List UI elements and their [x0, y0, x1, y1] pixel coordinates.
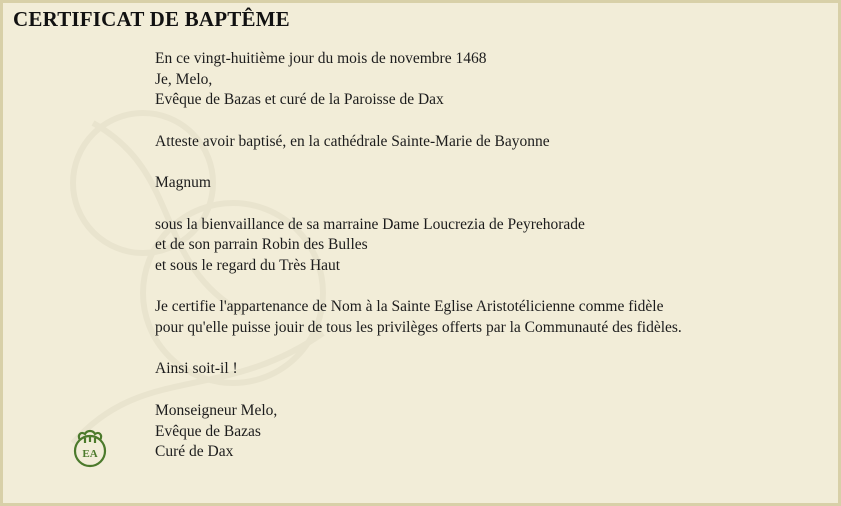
- page-title: CERTIFICAT DE BAPTÊME: [13, 7, 290, 31]
- paragraph-amen: [155, 359, 815, 380]
- paragraph-godparents: [155, 215, 815, 277]
- text-line: Evêque de Bazas et curé de la Paroisse de Dax: [155, 91, 444, 109]
- text-line: Atteste avoir baptisé, en la cathédrale Sainte-Marie de Bayonne: [155, 132, 550, 150]
- text-line: Je, Melo,: [155, 70, 213, 88]
- text-line: Curé de Dax: [155, 443, 234, 461]
- paragraph-attestation: [155, 132, 815, 153]
- paragraph-baptized-name: [155, 173, 815, 194]
- text-line: Monseigneur Melo,: [155, 401, 278, 419]
- seal-initials: EA: [82, 448, 98, 460]
- baptized-name: Magnum: [155, 174, 211, 192]
- paragraph-signature: [155, 401, 815, 463]
- text-line: Evêque de Bazas: [155, 422, 261, 440]
- text-line: En ce vingt-huitième jour du mois de novembre 1468: [155, 50, 487, 67]
- text-line: et sous le regard du Très Haut: [155, 256, 341, 274]
- text-line: et de son parrain Robin des Bulles: [155, 236, 368, 254]
- aristotelian-church-seal-icon: [67, 427, 113, 473]
- text-line: Je certifie l'appartenance de Nom à la Sainte Eglise Aristotélicienne comme fidèle: [155, 298, 664, 316]
- certificate-body: [155, 49, 815, 463]
- text-line: Ainsi soit-il !: [155, 360, 238, 378]
- text-line: sous la bienvaillance de sa marraine Dame Loucrezia de Peyrehorade: [155, 215, 585, 233]
- paragraph-date-and-officiant: [155, 49, 815, 111]
- text-line: pour qu'elle puisse jouir de tous les privilèges offerts par la Communauté des fidèles.: [155, 319, 682, 337]
- paragraph-certification: [155, 297, 815, 338]
